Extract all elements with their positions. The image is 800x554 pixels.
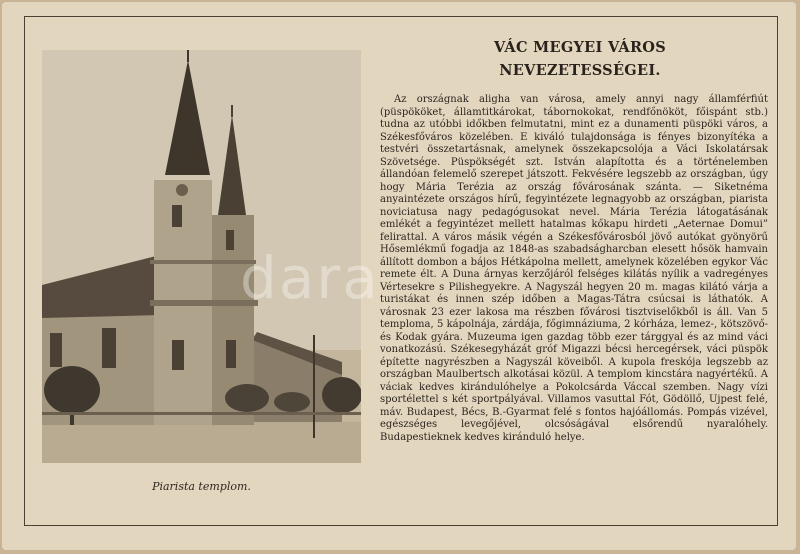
page-title — [400, 36, 760, 82]
watermark: dara — [240, 244, 380, 312]
description-text: Az országnak aligha van városa, amely annyi nagy államférfiút (püspököket, államtitkárokat, tábornokokat, rendfőnököt, főispánt stb.) tudna az utóbbi időkben felmutatni, mint ez a dunamenti püspöki város, a Székesfőváros közelében. E kiváló tulajdonsága is fényes bizonyítéka a testvéri összetartásnak, amelynek összekapcsolója a Váci Iskolatársak Szövetsége. Püspökségét szt. István alapította és a történelemben állandóan felemelő szerepet játszott. Fekvésére legszebb az országban, úgy hogy Mária Terézia az ország fővárosának szánta. — Siketnéma anyaintézete országos hírű, fegyintézete legnagyobb az országban, piarista noviciatusa nagy pedagógusokat nevel. Mária Terézia látogatásának emlékét a fegyintézet mellett hatalmas kőkapu hirdeti „Aeternae Domui” felirattal. A város másik végén a Székesfővárosból jövő autókat gyönyörű Hősemlékmű fogadja az 1848-as szabadságharcban elesett hősök hamvain állított dombon a bájos Hétkápolna mellett, amelynek közelében egykor Vác remete élt. A Duna árnyas kerzőjáról felséges kilátás nyílik a vadregényes Vértesekre s Pilishegyekre. A Nagyszál hegyen 20 m. magas kilátó várja a turistákat és innen szép időben a Magas-Tátra csúcsai is láthatók. A városnak 23 ezer lakosa ma részben fővárosi tisztviselőkből is áll. Van 5 temploma, 5 kápolnája, zárdája, főgimnáziuma, 2 kórháza, lemez-, kötszövő- és Kodak gyára. Muzeuma igen gazdag több ezer tárggyal és az mind váci vonatkozású. Székesegyházát gróf Migazzi bécsi hercegérsek, váci püspök építette nagyrészben a Nagyszál köveiből. A kupola freskója legszebb az országban Maulbertsch alkotásai közül. A templom kincstára nagyértékű. A váciak kedves kirándulóhelye a Pokolcsárda Váccal szemben. Nagy vízi sportélettel s két sportpályával. Villamos vasuttal Fót, Gödöllő, Ujpest felé, máv. Budapest, Bécs, B.-Gyarmat felé s fontos hajóállomás. Pompás vizével, egészséges levegőjével, olcsóságával elsőrendű nyaralóhely. Budapestieknek kedves kiránduló helye. — [380, 94, 768, 443]
photo-caption: Piarista templom. — [152, 480, 251, 493]
title-line-2: NEVEZETESSÉGEI. — [499, 62, 661, 79]
church-photo — [42, 50, 361, 463]
title-line-1: VÁC MEGYEI VÁROS — [493, 39, 666, 56]
